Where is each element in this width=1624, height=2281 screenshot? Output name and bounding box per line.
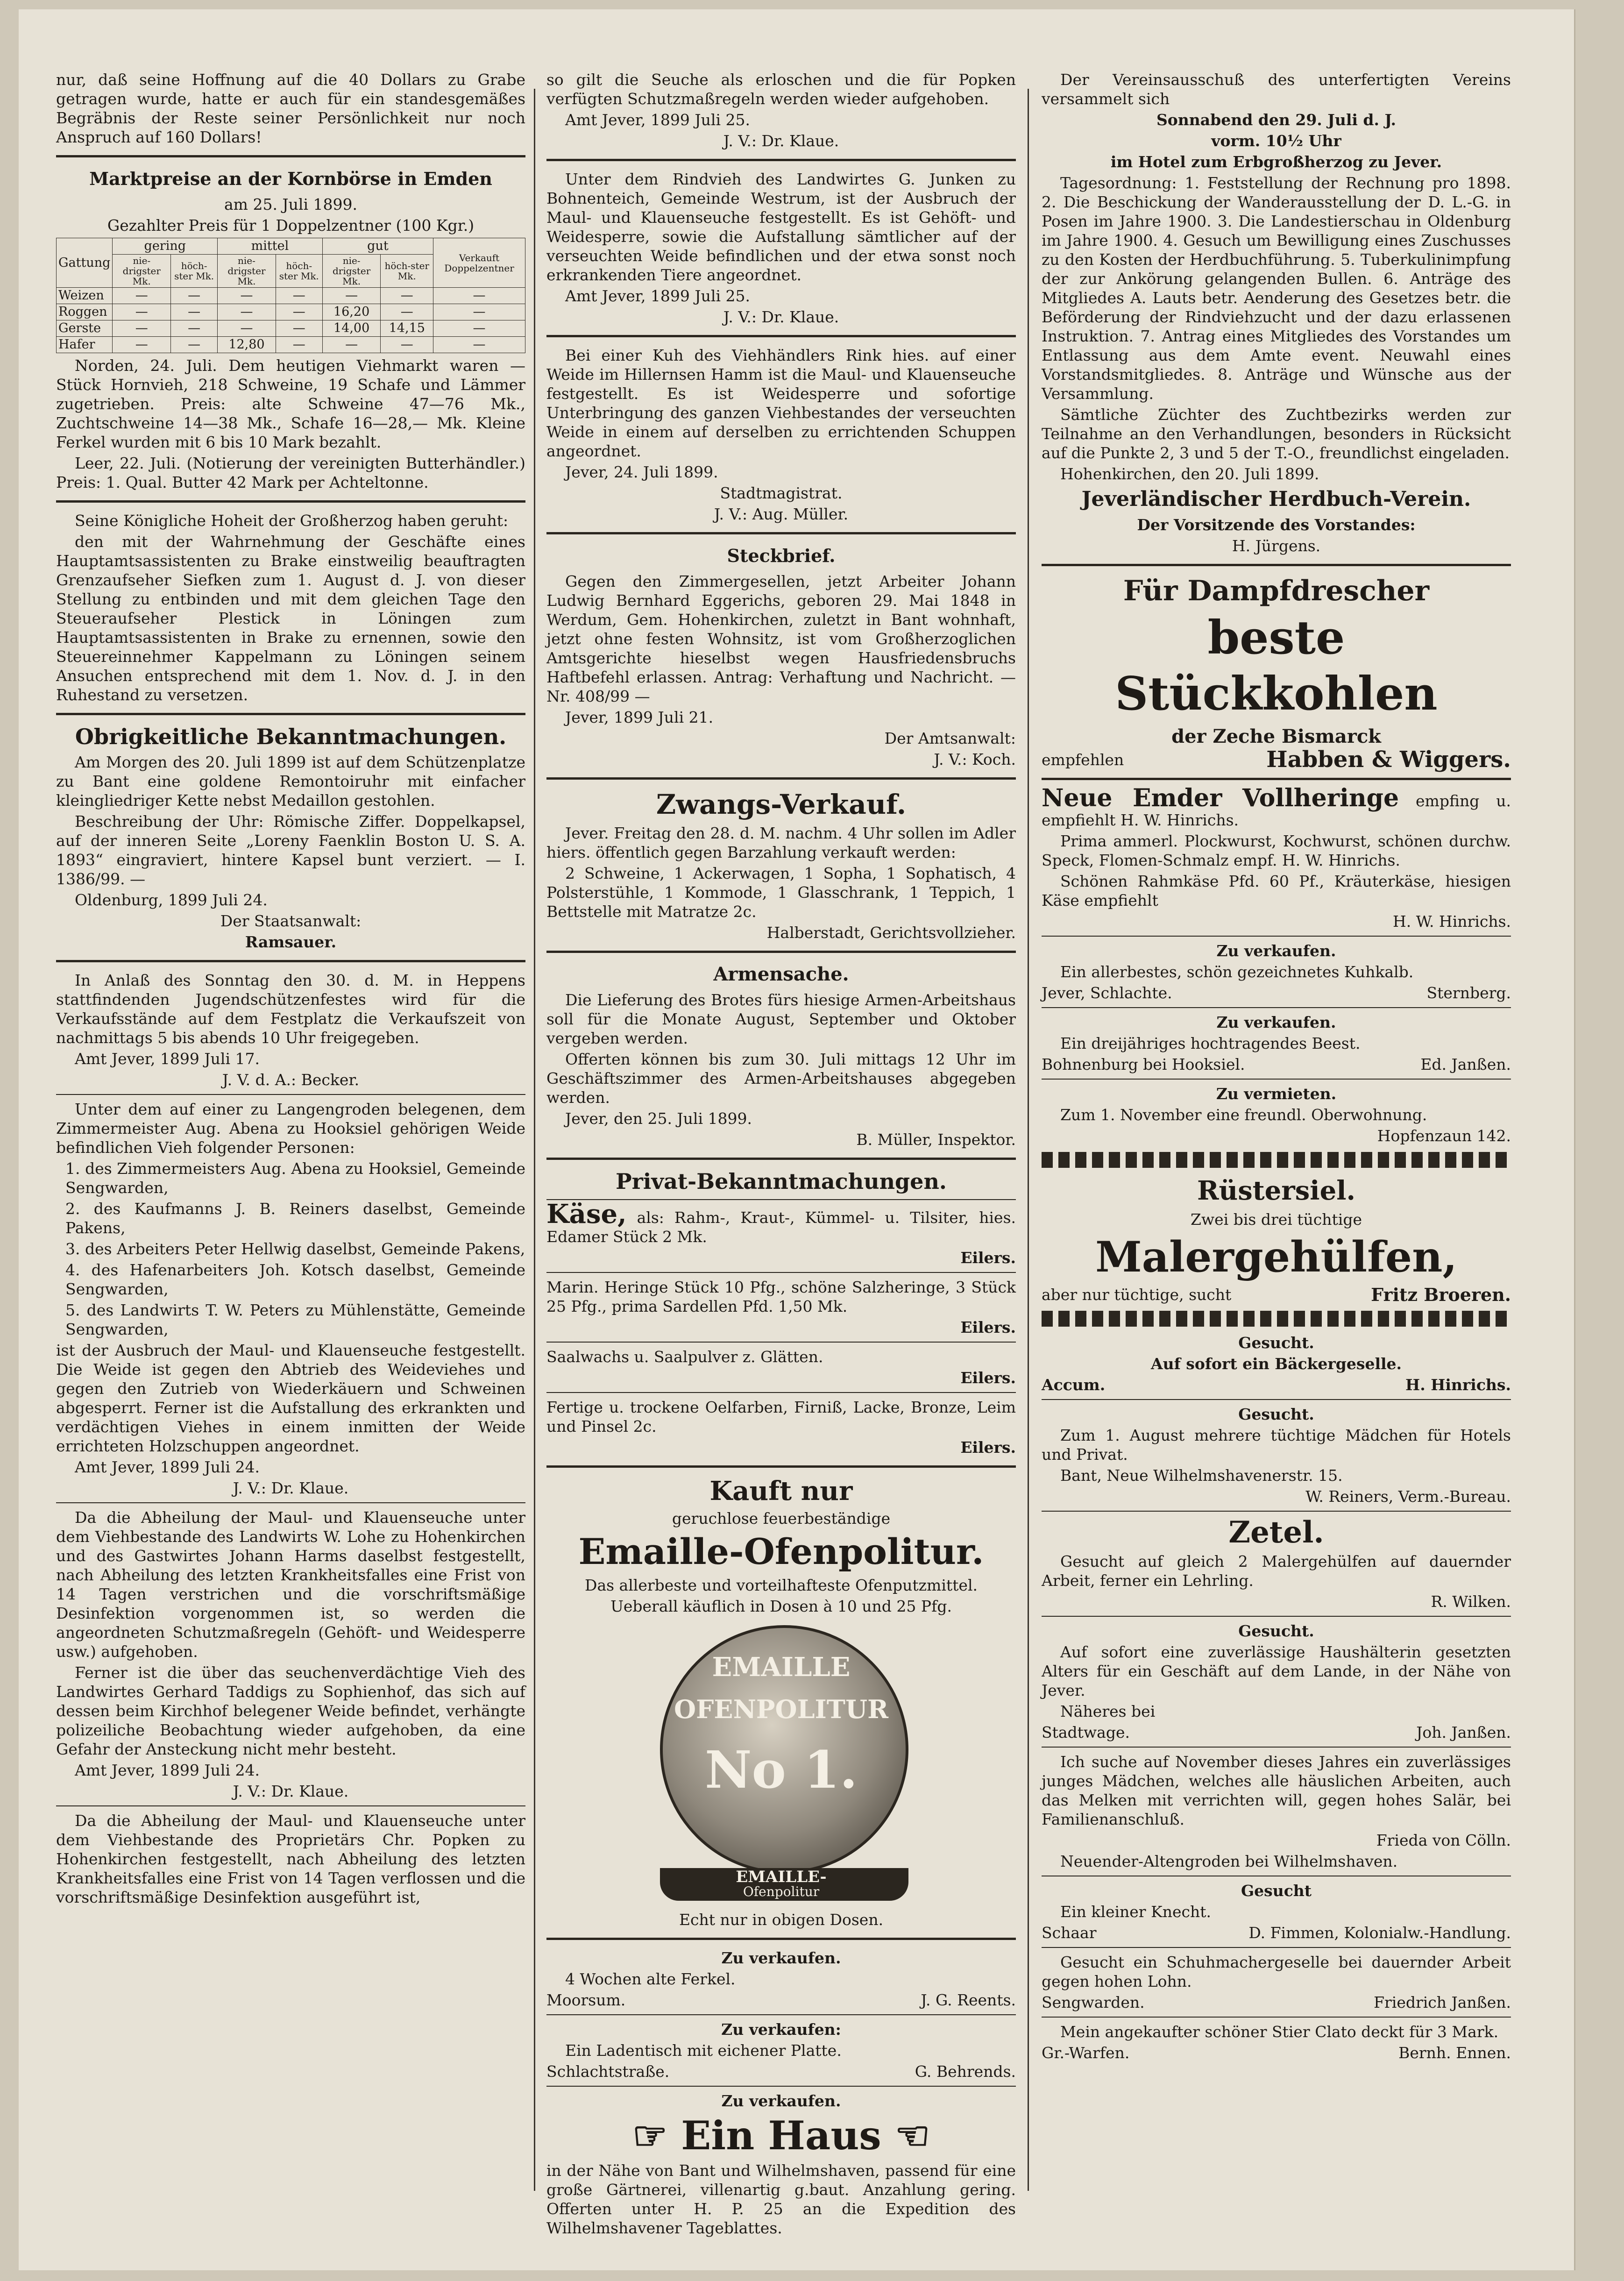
table-cell: 12,80 [218, 337, 276, 353]
ad-text: empfehlen [1042, 751, 1124, 769]
market-subtitle: Gezahlter Preis für 1 Doppelzentner (100 Kgr.) [107, 216, 475, 234]
ad-signature: Eilers. [960, 1249, 1016, 1267]
notice-text: In Anlaß des Sonntag den 30. d. M. in Heppens stattfindenden Jugendschützenfestes wird für die Verkaufsstände auf dem Festplatz die Verkaufszeit von nachmittags 5 bis abends 10 Uhr freigegeben. [56, 971, 525, 1047]
ad-headline: Neue Emder Vollheringe [1042, 784, 1399, 812]
ad-text: Mein angekaufter schöner Stier Clato deckt für 3 Mark. [1060, 2023, 1499, 2041]
ad-text: Näheres bei [1060, 1702, 1156, 1720]
notice-text: Gegen den Zimmergesellen, jetzt Arbeiter Johann Ludwig Bernhard Eggerichs, geboren 29. Mai 1848 in Werdum, Gem. Hohenkirchen, zuletzt in Bant wohnhaft, jetzt ohne festen Wohnsitz, ist vom Großherzoglichen Amtsgerichte hieselbst wegen Hausfriedensbruchs Haftbefehl erlassen. Antrag: Verhaftung und Nachricht. — Nr. 408/99 — [546, 572, 1016, 705]
table-row [57, 288, 525, 304]
ad-text: Ein dreijähriges hochtragendes Beest. [1060, 1034, 1361, 1052]
ad-place: Accum. [1042, 1376, 1106, 1394]
ad-signature: Eilers. [960, 1318, 1016, 1336]
column-divider-2 [1028, 89, 1029, 2191]
section-title: Steckbrief. [727, 545, 836, 566]
table-cell: — [171, 288, 218, 304]
ad-title: Gesucht. [1238, 1334, 1314, 1352]
notice-signature: J. V.: Dr. Klaue. [723, 308, 839, 326]
ad-signature-line [1042, 983, 1511, 1002]
notice-date: Oldenburg, 1899 Juli 24. [75, 891, 268, 909]
tin-label-middle: OFENPOLITUR [674, 1694, 888, 1724]
notice-signature: Stadtmagistrat. [720, 484, 843, 502]
ad-text: in der Nähe von Bant und Wilhelmshaven, passend für eine große Gärtnerei, villenartig g.baut. Anzahlung gering. Offerten unter H. P. 25 an die Expedition des Wilhelmshavener Tageblattes. [546, 2161, 1016, 2237]
table-cell: — [381, 304, 433, 320]
table-cell: Gerste [57, 320, 113, 337]
ad-text: als: Rahm-, Kraut-, Kümmel- u. Tilsiter, hies. Edamer Stück 2 Mk. [546, 1208, 1016, 1246]
notice-signature: Der Staatsanwalt: [220, 912, 362, 930]
table-cell: — [171, 337, 218, 353]
notice-text: Unter dem auf einer zu Langengroden belegenen, dem Zimmermeister Aug. Abena zu Hooksiel gehörigen Weide befindlichen Vieh folgender Personen: [56, 1100, 525, 1157]
notice-text: so gilt die Seuche als erloschen und die für Popken verfügten Schutzmaßregeln werden wieder aufgehoben. [546, 71, 1016, 108]
column-header: mittel [218, 238, 323, 255]
notice-date: Amt Jever, 1899 Juli 24. [75, 1761, 260, 1779]
ad-signature: Friedrich Janßen. [1374, 1993, 1511, 2011]
divider [56, 1805, 525, 1806]
norden-report: Norden, 24. Juli. Dem heutigen Viehmarkt waren — Stück Hornvieh, 218 Schweine, 19 Schafe und Lämmer zugetrieben. Preis: alte Schweine 47—76 Mk., Zuchtschweine 14—38 Mk., Schafe 16—28,— Mk. Kleine Ferkel wurden mit 6 bis 10 Mark bezahlt. [56, 356, 525, 451]
table-cell: — [433, 304, 525, 320]
ad-signature-line [546, 2062, 1016, 2081]
divider [1042, 1616, 1511, 1617]
leer-report: Leer, 22. Juli. (Notierung der vereinigten Butterhändler.) Preis: 1. Qual. Butter 42 Mark per Achteltonne. [56, 454, 525, 491]
ad-headline [546, 2113, 1016, 2158]
table-row [57, 304, 525, 320]
table-header-row [57, 238, 525, 255]
ad-keyword: Käse, [546, 1199, 627, 1229]
column-header: Gattung [57, 238, 113, 288]
column-header: gering [113, 238, 218, 255]
notice-text: Am Morgen des 20. Juli 1899 ist auf dem Schützenplatze zu Bant eine goldene Remontoiruhr mit einfacher kleingliedriger Kette nebst Medaillon gestohlen. [56, 753, 525, 810]
divider [546, 1272, 1016, 1273]
divider [546, 1938, 1016, 1940]
section-title: Zwangs-Verkauf. [656, 789, 907, 820]
notice-text: Jever. Freitag den 28. d. M. nachm. 4 Uhr sollen im Adler hiers. öffentlich gegen Barzahlung verkauft werden: [546, 824, 1016, 861]
ad-signature: Sternberg. [1426, 984, 1511, 1002]
notice-signature: B. Müller, Inspektor. [856, 1130, 1016, 1149]
table-cell: Roggen [57, 304, 113, 320]
table-cell: — [113, 288, 171, 304]
ad-title: Zu verkaufen. [721, 1949, 841, 1967]
divider [546, 1392, 1016, 1393]
divider [56, 1094, 525, 1095]
hand-left-icon: ☞ [632, 2112, 668, 2159]
table-cell: — [218, 320, 276, 337]
ad-subline: der Zeche Bismarck [1171, 725, 1381, 747]
notice-date: Amt Jever, 1899 Juli 24. [75, 1458, 260, 1476]
table-cell: — [276, 337, 322, 353]
notice-text: 2 Schweine, 1 Ackerwagen, 1 Sopha, 1 Sophatisch, 4 Polsterstühle, 1 Kommode, 1 Glasschrank, 1 Teppich, 1 Bettstelle mit Matratze 2c. [546, 864, 1016, 921]
divider [546, 951, 1016, 953]
ad-place: Schlachtstraße. [546, 2062, 670, 2081]
ad-place: Sengwarden. [1042, 1993, 1145, 2011]
column-header: gut [322, 238, 433, 255]
ad-place: Gr.-Warfen. [1042, 2044, 1130, 2062]
section-title: Privat-Bekanntmachungen. [616, 1169, 947, 1194]
notice-date: Jever, 1899 Juli 21. [565, 708, 714, 726]
ad-signature: H. W. Hinrichs. [1393, 912, 1511, 931]
table-cell: — [171, 304, 218, 320]
ad-signature: Frieda von Cölln. [1376, 1831, 1511, 1849]
tin-label-top: EMAILLE [712, 1652, 851, 1683]
ad-subline: Echt nur in obigen Dosen. [679, 1911, 884, 1929]
divider [1042, 1399, 1511, 1400]
meeting-date: Sonnabend den 29. Juli d. J. [1156, 111, 1397, 129]
ad-text: Auf sofort eine zuverlässige Haushälterin gesetzten Alters für ein Geschäft auf dem Lande, in der Nähe von Jever. [1042, 1643, 1511, 1699]
divider [1042, 1079, 1511, 1080]
table-cell: — [322, 337, 381, 353]
ad-text: Gesucht ein Schuhmachergeselle bei dauernder Arbeit gegen hohen Lohn. [1042, 1953, 1511, 1990]
notice-date: Amt Jever, 1899 Juli 25. [565, 287, 750, 305]
divider [546, 777, 1016, 780]
notice-signature: Ramsauer. [245, 933, 337, 951]
ad-place: Schaar [1042, 1924, 1097, 1942]
ad-text: empfing u. empfiehlt H. W. Hinrichs. [1042, 792, 1511, 829]
notice-text: Da die Abheilung der Maul- und Klauenseuche unter dem Viehbestande des Landwirts W. Lohe zu Hohenkirchen und des Gastwirtes Johann Harms daselbst festgestellt, nach Abheilung des letzten Krankheitsfalles eine Frist von 14 Tagen verstrichen und die vorschriftsmäßige Desinfektion vorgenommen ist, so werden die angeordneten Schutzmaßregeln (Gehöft- und Weidesperre usw.) aufgehoben. [56, 1508, 525, 1661]
notice-text: ist der Ausbruch der Maul- und Klauenseuche festgestellt. Die Weide ist gegen den Abtrieb des Weideviehes und gegen den Zutrieb von Wiederkäuern und Schweinen abgesperrt. Ferner ist die Aufstallung des erkrankten und verdächtigen Viehes in einem inmitten der Weide errichteten Holzschuppen angeordnet. [56, 1341, 525, 1455]
ad-signature: H. Hinrichs. [1405, 1376, 1511, 1394]
ad-text: 4 Wochen alte Ferkel. [565, 1970, 736, 1988]
ad-signature-line [1042, 1923, 1511, 1942]
divider [1042, 936, 1511, 937]
ad-title: Zu verkaufen. [1216, 1013, 1336, 1031]
divider [1042, 1007, 1511, 1008]
newspaper-page [19, 9, 1575, 2270]
tin-band-label: EMAILLE- [736, 1868, 827, 1886]
list-item: 4. des Hafenarbeiters Joh. Kotsch daselbst, Gemeinde Sengwarden, [65, 1261, 525, 1298]
ad-text: Ein kleiner Knecht. [1060, 1903, 1211, 1921]
column-subheader: nie-drigster Mk. [322, 255, 381, 288]
ad-signature-line [1042, 1993, 1511, 2012]
ad-signature-line [1042, 1375, 1511, 1394]
column-3 [1042, 70, 1511, 2064]
ad-signature: Eilers. [960, 1438, 1016, 1457]
list-item: 5. des Landwirts T. W. Peters zu Mühlenstätte, Gemeinde Sengwarden, [65, 1301, 525, 1338]
decree-intro: Seine Königliche Hoheit der Großherzog haben geruht: [75, 512, 509, 530]
ad-place: Jever, Schlachte. [1042, 984, 1172, 1002]
notice-text: Da die Abheilung der Maul- und Klauenseuche unter dem Viehbestande des Proprietärs Chr. Popken zu Hohenkirchen festgestellt, nach Abheilung des letzten Krankheitsfalles eine Frist von 14 Tagen verflossen und die vorschriftsmäßige Desinfektion ausgeführt ist, [56, 1812, 525, 1906]
notice-signature: J. V.: Dr. Klaue. [723, 132, 839, 150]
ad-cheese [546, 1199, 1016, 1246]
ad-place: Stadtwage. [1042, 1723, 1130, 1741]
ad-title: Zu verkaufen: [721, 2020, 841, 2039]
notice-date: Amt Jever, 1899 Juli 25. [565, 111, 750, 129]
divider [546, 335, 1016, 337]
table-cell: — [381, 337, 433, 353]
divider [1042, 1511, 1511, 1512]
ad-line [1042, 784, 1511, 830]
divider [546, 532, 1016, 534]
notice-signature: J. V.: Dr. Klaue. [233, 1479, 349, 1497]
notice-date: Hohenkirchen, den 20. Juli 1899. [1060, 465, 1319, 483]
ad-headline: Rüstersiel. [1197, 1175, 1355, 1206]
divider [546, 2014, 1016, 2015]
ad-text: Marin. Heringe Stück 10 Pfg., schöne Salzheringe, 3 Stück 25 Pfg., prima Sardellen Pfd. 1,50 Mk. [546, 1278, 1016, 1315]
notice-signature: H. Jürgens. [1232, 537, 1321, 555]
notice-text: Die Lieferung des Brotes fürs hiesige Armen-Arbeitshaus soll für die Monate August, September und Oktober vergeben werden. [546, 991, 1016, 1047]
ad-address: Neuender-Altengroden bei Wilhelmshaven. [1060, 1852, 1398, 1870]
ad-signature: Hopfenzaun 142. [1377, 1127, 1511, 1145]
divider [1042, 1747, 1511, 1748]
notice-signature: J. V.: Aug. Müller. [714, 505, 849, 523]
table-cell: 14,00 [322, 320, 381, 337]
table-cell: 14,15 [381, 320, 433, 337]
ad-subline: geruchlose feuerbeständige [672, 1509, 891, 1528]
divider [1042, 1947, 1511, 1948]
ad-signature: G. Behrends. [915, 2062, 1016, 2081]
market-date: am 25. Juli 1899. [224, 195, 357, 213]
table-cell: Weizen [57, 288, 113, 304]
ad-product-name: Emaille-Ofenpolitur. [578, 1531, 984, 1572]
ad-text: Ich suche auf November dieses Jahres ein zuverlässiges junges Mädchen, welches alle häuslichen Arbeiten, auch das Melken mit verrichten will, gegen hohes Salär, bei Familienanschluß. [1042, 1753, 1511, 1828]
table-cell: — [276, 288, 322, 304]
grain-price-table [56, 238, 525, 353]
table-cell: 16,20 [322, 304, 381, 320]
ad-signature: Ed. Janßen. [1420, 1055, 1511, 1073]
ad-signature: Joh. Janßen. [1416, 1723, 1511, 1741]
ad-signature-line [1042, 2043, 1511, 2062]
divider [546, 1158, 1016, 1160]
ad-headline: Für Dampfdrescher [1123, 575, 1430, 607]
ad-signature: D. Fimmen, Kolonialw.-Handlung. [1248, 1924, 1511, 1942]
ad-signature-line [1042, 1723, 1511, 1742]
ad-signature-line [1042, 1055, 1511, 1074]
notice-text: Ferner ist die über das seuchenverdächtige Vieh des Landwirtes Gerhard Taddigs zu Sophienhof, das sich auf dessen beim Kirchhof belegener Weide befindet, verhängte polizeiliche Beobachtung wieder aufgehoben, da eine Gefahr der Ansteckung nicht mehr besteht. [56, 1663, 525, 1758]
ad-title: Gesucht. [1238, 1622, 1314, 1640]
meeting-place: im Hotel zum Erbgroßherzog zu Jever. [1110, 153, 1442, 171]
column-subheader: nie-drigster Mk. [218, 255, 276, 288]
divider [546, 1465, 1016, 1468]
table-row [57, 320, 525, 337]
ad-text: aber nur tüchtige, sucht [1042, 1286, 1232, 1304]
notice-signature: Halberstadt, Gerichtsvollzieher. [766, 924, 1016, 942]
divider [546, 1342, 1016, 1343]
ad-text: Gesucht auf gleich 2 Malergehülfen auf dauernder Arbeit, ferner ein Lehrling. [1042, 1552, 1511, 1590]
ad-signature: Eilers. [960, 1369, 1016, 1387]
table-cell: — [171, 320, 218, 337]
ad-place: Moorsum. [546, 1991, 626, 2009]
house-ad-title: Ein Haus [681, 2112, 881, 2159]
ad-signature-line [1042, 746, 1511, 773]
table-cell: — [381, 288, 433, 304]
association-name: Jeverländischer Herdbuch-Verein. [1081, 487, 1471, 511]
notice-signature: J. V.: Dr. Klaue. [233, 1782, 349, 1800]
ad-signature: R. Wilken. [1431, 1592, 1511, 1611]
polish-tin-illustration [651, 1625, 912, 1905]
ad-text: Ein allerbestes, schön gezeichnetes Kuhkalb. [1060, 963, 1414, 981]
notice-text: Bei einer Kuh des Viehhändlers Rink hies. auf einer Weide im Hillernsen Hamm ist die Maul- und Klauenseuche festgestellt. Es ist Weidesperre und sofortige Unterbringung des ganzen Viehbestandes der verseuchten Weide in einem auf derselben zu errichtenden Schuppen angeordnet. [546, 346, 1016, 460]
ad-signature: Fritz Broeren. [1371, 1284, 1511, 1305]
divider [56, 713, 525, 715]
table-cell: — [433, 320, 525, 337]
table-cell: — [433, 337, 525, 353]
table-cell: — [113, 337, 171, 353]
tin-label-number: No 1. [704, 1740, 858, 1800]
notice-signature: Der Amtsanwalt: [884, 729, 1016, 747]
ad-text: Auf sofort ein Bäckergeselle. [1150, 1355, 1402, 1373]
story-ending: nur, daß seine Hoffnung auf die 40 Dollars zu Grabe getragen wurde, hatte er auch für ein standesgemäßes Begräbnis der Reste seiner Persönlichkeit nur noch Anspruch auf 160 Dollars! [56, 71, 525, 146]
column-subheader: nie-drigster Mk. [113, 255, 171, 288]
table-cell: — [322, 288, 381, 304]
ad-text: Schönen Rahmkäse Pfd. 60 Pf., Kräuterkäse, hiesigen Käse empfiehlt [1042, 872, 1511, 910]
ad-product-name: beste Stückkohlen [1115, 611, 1438, 721]
column-1 [56, 70, 525, 1909]
table-cell: — [276, 320, 322, 337]
divider [1042, 2017, 1511, 2018]
ad-text: Ein Ladentisch mit eichener Platte. [565, 2041, 842, 2060]
table-cell: — [218, 288, 276, 304]
ad-headline: Zetel. [1228, 1515, 1324, 1550]
notice-date: Jever, 24. Juli 1899. [565, 463, 718, 481]
ad-signature-line [1042, 1285, 1511, 1304]
notice-date: Jever, den 25. Juli 1899. [565, 1109, 752, 1128]
ad-text: Prima ammerl. Plockwurst, Kochwurst, schönen durchw. Speck, Flomen-Schmalz empf. H. W. Hinrichs. [1042, 832, 1511, 869]
notice-signature: J. V.: Koch. [934, 750, 1016, 768]
ad-subline: Zwei bis drei tüchtige [1190, 1210, 1362, 1229]
column-2 [546, 70, 1016, 2239]
ad-headline: Kauft nur [709, 1476, 853, 1506]
ad-signature: Bernh. Ennen. [1398, 2044, 1511, 2062]
ad-text: Saalwachs u. Saalpulver z. Glätten. [546, 1348, 823, 1366]
table-cell: — [433, 288, 525, 304]
ad-signature: Habben & Wiggers. [1266, 746, 1511, 773]
column-subheader: höch-ster Mk. [381, 255, 433, 288]
table-cell: — [218, 304, 276, 320]
market-title: Marktpreise an der Kornbörse in Emden [89, 168, 492, 189]
notice-text: Der Vereinsausschuß des unterfertigten Vereins versammelt sich [1042, 71, 1511, 108]
ad-title: Zu verkaufen. [721, 2092, 841, 2110]
divider [56, 500, 525, 503]
column-header: Verkauft Doppelzentner [433, 238, 525, 288]
notice-text: Sämtliche Züchter des Zuchtbezirks werden zur Teilnahme an den Verhandlungen, besonders in Rücksicht auf die Punkte 2, 3 und 5 der T.-O., freundlichst eingeladen. [1042, 405, 1511, 462]
column-subheader: höch-ster Mk. [171, 255, 218, 288]
ad-signature: W. Reiners, Verm.-Bureau. [1305, 1487, 1511, 1506]
list-item: 3. des Arbeiters Peter Hellwig daselbst, Gemeinde Pakens, [65, 1240, 525, 1258]
divider [546, 2086, 1016, 2087]
notice-text: Offerten können bis zum 30. Juli mittags 12 Uhr im Geschäftszimmer des Armen-Arbeitshauses abgegeben werden. [546, 1050, 1016, 1107]
ad-text: Zum 1. August mehrere tüchtige Mädchen für Hotels und Privat. [1042, 1426, 1511, 1464]
notice-text: Unter dem Rindvieh des Landwirtes G. Junken zu Bohnenteich, Gemeinde Westrum, ist der Ausbruch der Maul- und Klauenseuche festgestellt. Es ist Gehöft- und Weidesperre, sowie die Aufstallung sämtlicher auf der verseuchten Weide befindlichen und der etwa sonst noch erkrankenden Tiere angeordnet. [546, 170, 1016, 284]
table-row [57, 337, 525, 353]
column-subheader: höch-ster Mk. [276, 255, 322, 288]
tin-band-label: Ofenpolitur [743, 1884, 820, 1899]
ad-signature: J. G. Reents. [921, 1991, 1016, 2009]
ad-subline: Das allerbeste und vorteilhafteste Ofenputzmittel. [585, 1576, 978, 1594]
list-item: 2. des Kaufmanns J. B. Reiners daselbst, Gemeinde Pakens, [65, 1200, 525, 1237]
section-title: Obrigkeitliche Bekanntmachungen. [75, 724, 507, 749]
column-divider-1 [534, 89, 535, 2191]
notice-signature: J. V. d. A.: Becker. [222, 1071, 360, 1089]
divider [56, 960, 525, 962]
meeting-time: vorm. 10½ Uhr [1211, 132, 1341, 150]
ad-text: Zum 1. November eine freundl. Oberwohnung. [1060, 1106, 1427, 1124]
table-cell: Hafer [57, 337, 113, 353]
ad-text: Fertige u. trockene Oelfarben, Firniß, Lacke, Bronze, Leim und Pinsel 2c. [546, 1398, 1016, 1435]
divider [1042, 564, 1511, 566]
ad-address: Bant, Neue Wilhelmshavenerstr. 15. [1060, 1466, 1343, 1485]
ad-title: Gesucht [1241, 1882, 1312, 1900]
ad-place: Bohnenburg bei Hooksiel. [1042, 1055, 1245, 1073]
notice-text: Beschreibung der Uhr: Römische Ziffer. Doppelkapsel, auf der inneren Seite „Loreny Faenklin Boston U. S. A. 1893“ eingraviert, hintere Kapsel bunt verziert. — I. 1386/99. — [56, 812, 525, 888]
notice-date: Amt Jever, 1899 Juli 17. [75, 1050, 260, 1068]
ornamental-border [1042, 1152, 1511, 1168]
divider [56, 155, 525, 157]
table-cell: — [276, 304, 322, 320]
divider [56, 1502, 525, 1503]
ad-title: Gesucht. [1238, 1405, 1314, 1423]
ad-product-name: Malergehülfen, [1095, 1232, 1457, 1282]
ad-title: Zu vermieten. [1216, 1085, 1337, 1103]
ad-subline: Ueberall käuflich in Dosen à 10 und 25 Pfg. [610, 1597, 952, 1615]
ad-signature-line [546, 1990, 1016, 2010]
notice-signature: Der Vorsitzende des Vorstandes: [1137, 516, 1416, 534]
divider [1042, 778, 1511, 780]
section-title: Armensache. [713, 963, 849, 985]
ad-title: Zu verkaufen. [1216, 942, 1336, 960]
decree-body: den mit der Wahrnehmung der Geschäfte eines Hauptamtsassistenten zu Brake einstweilig beauftragten Grenzaufseher Siefken zum 1. August d. J. von dieser Stellung zu entbinden und mit dem gleichen Tage den Steueraufseher Plestick in Löningen zum Hauptamtsassistenten in Brake zu ernennen, sowie den Steuereinnehmer Kappelmann zu Löningen seinem Ansuchen entsprechend mit dem 1. Nov. d. J. in den Ruhestand zu versetzen. [56, 533, 525, 704]
list-item: 1. des Zimmermeisters Aug. Abena zu Hooksiel, Gemeinde Sengwarden, [65, 1159, 525, 1197]
divider [546, 159, 1016, 161]
table-cell: — [113, 320, 171, 337]
ornamental-border [1042, 1311, 1511, 1327]
hand-right-icon: ☜ [894, 2112, 930, 2159]
agenda: Tagesordnung: 1. Feststellung der Rechnung pro 1898. 2. Die Beschickung der Wanderausstellung der D. L.-G. in Posen im Jahre 1900. 3. Die Landestierschau in Oldenburg im Jahre 1900. 4. Gesuch um Bewilligung eines Zuschusses zu den Kosten der Herdbuchführung. 5. Tuberkulinimpfung der zur Ankörung gelangenden Bullen. 6. Anträge des Mitgliedes A. Lauts betr. Aenderung des Gesetzes betr. die Beförderung der Rindviehzucht und der dazu erlassenen Instruktion. 7. Antrag eines Mitgliedes des Vorstandes um Entlassung aus dem Amte event. Neuwahl eines Vorstandsmitgliedes. 8. Anträge und Wünsche aus der Versammlung. [1042, 174, 1511, 403]
table-cell: — [113, 304, 171, 320]
